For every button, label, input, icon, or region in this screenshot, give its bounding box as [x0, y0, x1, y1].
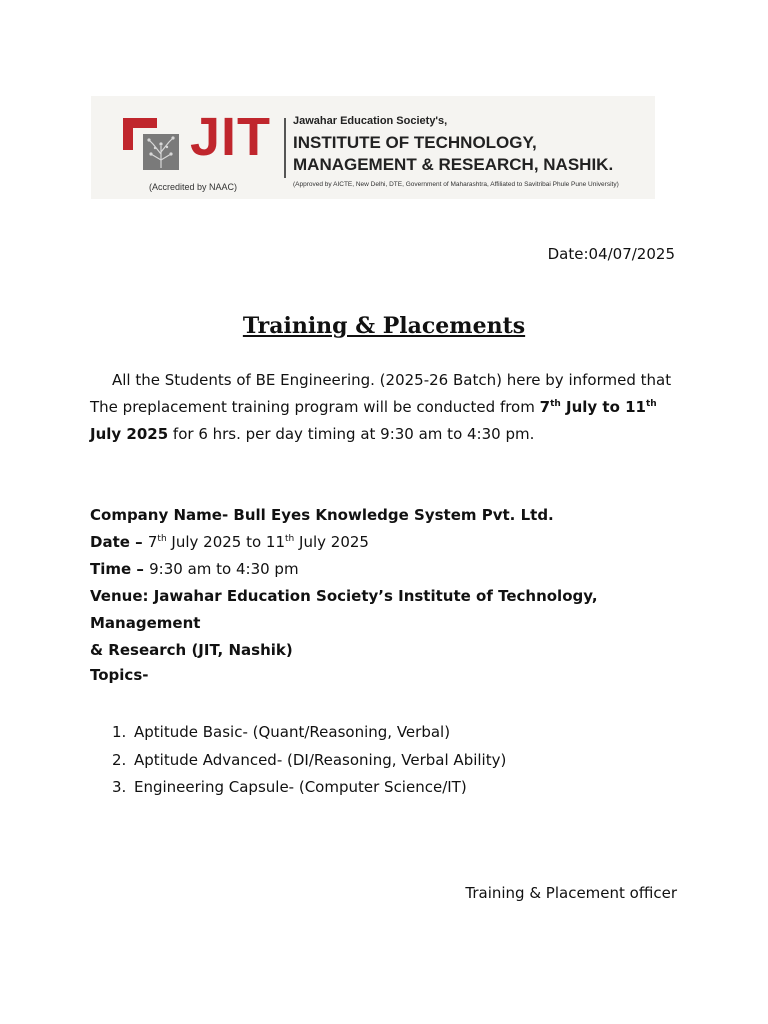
list-item: 1. Aptitude Basic- (Quant/Reasoning, Verbal) [112, 723, 451, 741]
logo-wordmark: JIT [190, 107, 272, 167]
letterhead [91, 96, 655, 199]
institute-name-line1: INSTITUTE OF TECHNOLOGY, [293, 133, 537, 152]
intro-line1: All the Students of BE Engineering. (2025-26 Batch) here by informed that [112, 371, 672, 389]
approval-text: (Approved by AICTE, New Delhi, DTE, Government of Maharashtra, Affiliated to Savitribai Phule Pune University) [293, 181, 619, 188]
list-item: 2. Aptitude Advanced- (DI/Reasoning, Verbal Ability) [112, 750, 507, 769]
event-venue: Venue: Jawahar Education Society’s Institute of Technology, Management [90, 587, 598, 632]
intro-line2: The preplacement training program will be conducted from 7th July to 11th [90, 398, 657, 416]
jit-logo-icon [123, 118, 183, 172]
intro-paragraph [90, 367, 690, 448]
intro-line3: July 2025 for 6 hrs. per day timing at 9:30 am to 4:30 pm. [90, 425, 535, 443]
page-title: Training & Placements [242, 313, 526, 339]
topics-heading: Topics- [90, 666, 149, 684]
event-venue-cont: & Research (JIT, Nashik) [90, 641, 293, 659]
event-time: Time – 9:30 am to 4:30 pm [90, 560, 299, 578]
accreditation-text: (Accredited by NAAC) [149, 182, 238, 192]
list-item: 3. Engineering Capsule- (Computer Science/IT) [112, 778, 467, 796]
notice-date: Date:04/07/2025 [547, 245, 675, 263]
topics-list [112, 719, 506, 802]
signatory: Training & Placement officer [465, 884, 677, 902]
header-divider [284, 118, 286, 178]
society-name: Jawahar Education Society's, [293, 115, 448, 127]
event-date: Date – 7th July 2025 to 11th July 2025 [90, 533, 369, 551]
company-name: Company Name- Bull Eyes Knowledge System Pvt. Ltd. [90, 506, 554, 524]
event-details [90, 502, 690, 664]
institute-name-line2: MANAGEMENT & RESEARCH, NASHIK. [293, 155, 614, 174]
